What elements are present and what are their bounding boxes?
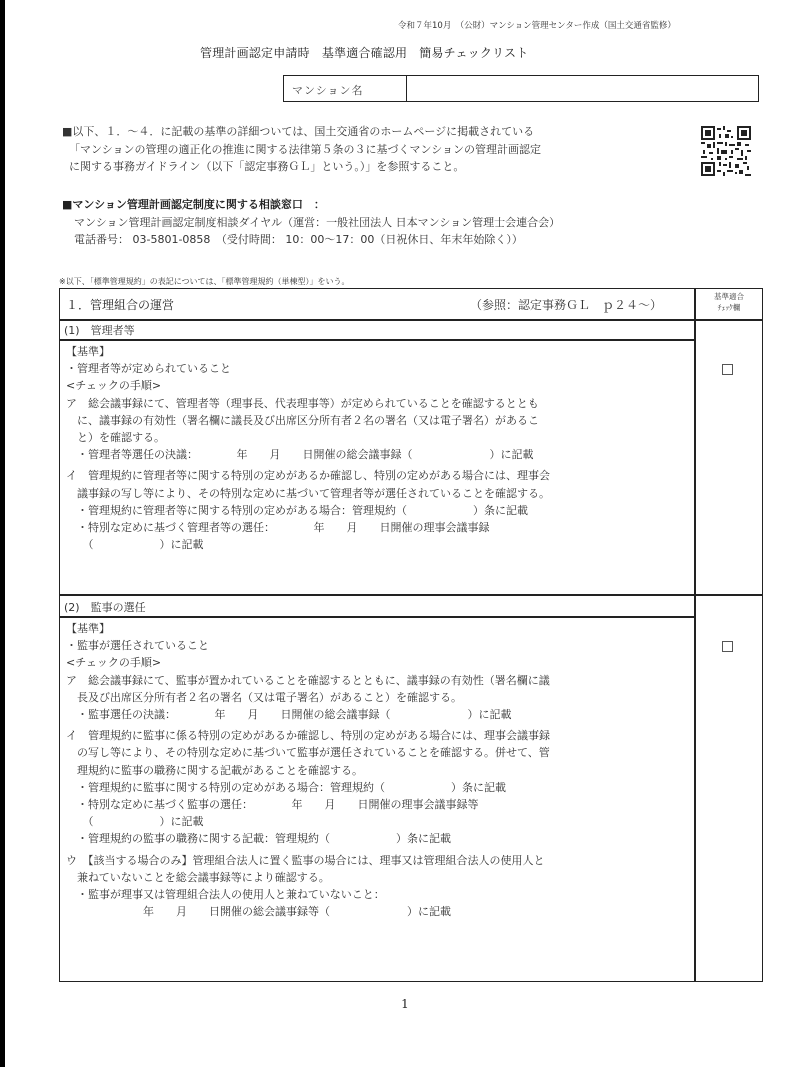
section-2-checkbox[interactable]: [722, 641, 733, 652]
guideline-line: に関する事務ガイドライン（以下「認定事務ＧＬ」という。）」を参照すること。: [69, 160, 465, 173]
section-body: 【基準】 ・管理者等が定められていること <チェックの手順> ア 総会議事録にて、管理者等（理事長、代表理事等）が定められていることを確認するととも に、議事録の有効性（署名欄に議長及び出席区分所有者２名の署名（又は電子署名）があるこ と）を確認する。 ・管理者等選任の決議： 年 月 日開催の総会議事録（ ）に記載 イ 管理規約に管理者等に関する特別の定めがあるか確認し、特別の定めがある場合には、理事会 議事録の写し等により、その特別な定めに基づいて管理者等が選任されていることを確認する。 ・管理規約に管理者等に関する特別の定めがある場合：管理規約（ ）条に記載 ・特別な定めに基づく管理者等の選任： 年 月 日開催の理事会議事録 （ ）に記載: [66, 345, 550, 552]
qr-code-icon[interactable]: [701, 126, 751, 176]
section-title: (2) 監事の選任: [64, 601, 146, 614]
column-divider: [694, 289, 696, 981]
consultation-info: [62, 196, 560, 249]
mansion-name-field: [283, 75, 759, 102]
table-title: １．管理組合の運営: [66, 298, 175, 312]
document-meta: 令和７年10月 （公財）マンション管理センター作成（国土交通省監修）: [398, 21, 676, 31]
section-title-divider: [60, 339, 694, 341]
footnote: ※以下、「標準管理規約」の表記については、「標準管理規約（単棟型）」をいう。: [59, 277, 350, 286]
section-title-divider: [60, 616, 694, 618]
consultation-heading: ■マンション管理計画認定制度に関する相談窓口 ：: [62, 198, 325, 211]
consultation-phone: 電話番号： 03-5801-0858 （受付時間： 10：00～17：00（日祝休日、年末年始除く））: [74, 233, 523, 246]
page-number: 1: [401, 997, 409, 1011]
page-title: [200, 44, 528, 61]
guideline-line: 「マンションの管理の適正化の推進に関する法律第５条の３に基づくマンションの管理計画認定: [69, 142, 542, 156]
document-page: [5, 0, 800, 1067]
header-divider: [60, 319, 762, 321]
section-title: (1) 管理者等: [64, 324, 135, 337]
title-part: 基準適合確認用: [321, 46, 408, 60]
guideline-note: [62, 123, 541, 176]
guideline-line: ■以下、１．～４．に記載の基準の詳細ついては、国土交通省のホームページに掲載されている: [62, 125, 535, 138]
consultation-line: マンション管理計画認定制度相談ダイヤル（運営：一般社団法人 日本マンション管理士会連合会）: [74, 215, 561, 229]
title-part: 管理計画認定申請時: [200, 46, 310, 60]
mansion-name-input[interactable]: [407, 76, 758, 101]
title-part: 簡易チェックリスト: [419, 46, 529, 60]
section-body: 【基準】 ・監事が選任されていること <チェックの手順> ア 総会議事録にて、監事が置かれていることを確認するとともに、議事録の有効性（署名欄に議 長及び出席区分所有者２名の署名（又は電子署名）があること）を確認する。 ・監事選任の決議： 年 月 日開催の総会議事録（ ）に記載 イ 管理規約に監事に係る特別の定めがあるか確認し、特別の定めがある場合には、理事会議事録 の写し等により、その特別な定めに基づいて監事が選任されていることを確認する。併せて、管 理規約に監事の職務に関する記載があることを確認する。 ・管理規約に監事に関する特別の定めがある場合：管理規約（ ）条に記載 ・特別な定めに基づく監事の選任： 年 月 日開催の理事会議事録等 （ ）に記載 ・管理規約の監事の職務に関する記載：管理規約（ ）条に記載 ウ 【該当する場合のみ】管理組合法人に置く監事の場合には、理事又は管理組合法人の使用人と 兼ねていないことを総会議事録等により確認する。 ・監事が理事又は管理組合法人の使用人と兼ねていないこと： 年 月 日開催の総会議事録等（ ）に記載: [66, 622, 550, 919]
check-column-header: 基準適合 ﾁｪｯｸ欄: [714, 292, 744, 312]
checklist-table: [59, 288, 763, 982]
section-divider: [60, 594, 762, 596]
mansion-name-label: マンション名: [284, 76, 407, 101]
table-reference: （参照：認定事務ＧＬ ｐ２４～）: [470, 298, 663, 312]
section-1-checkbox[interactable]: [722, 364, 733, 375]
